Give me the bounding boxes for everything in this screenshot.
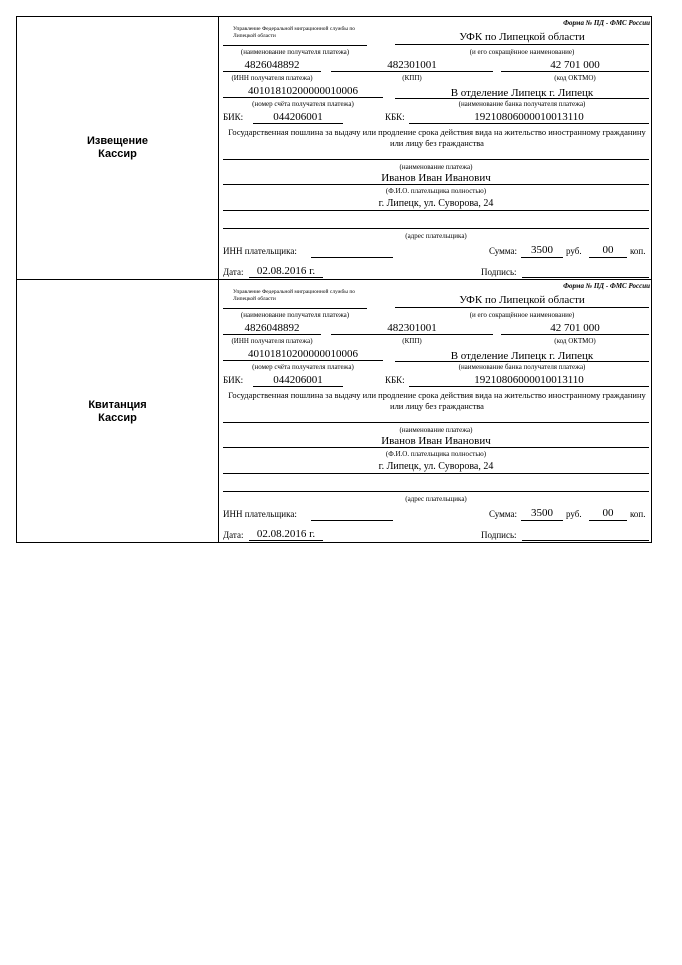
- sum-kop: 00: [602, 244, 614, 256]
- receiver-account: 40101810200000010006: [248, 85, 358, 97]
- rub-label: руб.: [566, 509, 582, 519]
- form-title: Форма № ПД - ФМС России: [563, 19, 650, 27]
- caption-inn: (ИНН получателя платежа): [231, 74, 313, 82]
- date-label: Дата:: [223, 267, 244, 277]
- receipt-label: [17, 399, 218, 425]
- caption-payer: (Ф.И.О. плательщика полностью): [385, 187, 487, 195]
- payment-form: [16, 16, 652, 543]
- payer-name: Иванов Иван Иванович: [381, 172, 491, 184]
- role-title: Квитанция: [88, 399, 147, 411]
- receiver-kpp: 482301001: [387, 59, 437, 71]
- signature-line: [522, 277, 649, 278]
- caption-address: (адрес плательщика): [405, 232, 467, 240]
- caption-bank: (наименование банка получателя платежа): [458, 100, 586, 108]
- receiver-kpp: 482301001: [387, 322, 437, 334]
- payer-name: Иванов Иван Иванович: [381, 435, 491, 447]
- signature-label: Подпись:: [481, 267, 517, 277]
- sum-rub: 3500: [531, 507, 553, 519]
- caption-receiver: (наименование получателя платежа): [240, 311, 350, 319]
- receiver-full-name: Управление Федеральной миграционной службы по Липецкой области: [233, 289, 356, 302]
- payer-address: г. Липецк, ул. Суворова, 24: [378, 461, 494, 472]
- caption-inn: (ИНН получателя платежа): [231, 337, 313, 345]
- receiver-inn: 4826048892: [244, 59, 300, 71]
- caption-payer: (Ф.И.О. плательщика полностью): [385, 450, 487, 458]
- payer-inn-label: ИНН плательщика:: [223, 509, 297, 519]
- role-title: Извещение: [86, 135, 149, 147]
- notice-section: [219, 17, 653, 279]
- rub-label: руб.: [566, 246, 582, 256]
- sum-label: Сумма:: [489, 246, 517, 256]
- receiver-oktmo: 42 701 000: [550, 322, 600, 334]
- kbk-code: 19210806000010013110: [474, 111, 584, 123]
- caption-account: (номер счёта получателя платежа): [252, 363, 354, 371]
- kop-label: коп.: [630, 509, 646, 519]
- sum-kop: 00: [602, 507, 614, 519]
- caption-short-name: (и его сокращённое наименование): [469, 48, 575, 56]
- role-cashier: Кассир: [98, 412, 137, 424]
- receiver-bank: В отделение Липецк г. Липецк: [450, 350, 594, 362]
- payment-date: 02.08.2016 г.: [256, 265, 316, 277]
- bik-label: БИК:: [223, 375, 244, 385]
- receiver-oktmo: 42 701 000: [550, 59, 600, 71]
- caption-short-name: (и его сокращённое наименование): [469, 311, 575, 319]
- receipt-section: [219, 280, 653, 542]
- receiver-short-name: УФК по Липецкой области: [459, 294, 585, 306]
- receiver-full-name: Управление Федеральной миграционной службы по Липецкой области: [233, 26, 356, 39]
- kbk-label: КБК:: [385, 375, 405, 385]
- receiver-inn: 4826048892: [244, 322, 300, 334]
- form-title: Форма № ПД - ФМС России: [563, 282, 650, 290]
- receiver-account: 40101810200000010006: [248, 348, 358, 360]
- payer-inn-line: [311, 257, 393, 258]
- signature-line: [522, 540, 649, 541]
- role-cashier: Кассир: [98, 148, 137, 160]
- kop-label: коп.: [630, 246, 646, 256]
- payer-inn-line: [311, 520, 393, 521]
- payer-inn-label: ИНН плательщика:: [223, 246, 297, 256]
- caption-account: (номер счёта получателя платежа): [252, 100, 354, 108]
- payer-address: г. Липецк, ул. Суворова, 24: [378, 198, 494, 209]
- caption-oktmo: (код ОКТМО): [554, 337, 596, 345]
- sum-rub: 3500: [531, 244, 553, 256]
- signature-label: Подпись:: [481, 530, 517, 540]
- payment-purpose: Государственная пошлина за выдачу или продление срока действия вида на жительство иностранному гражданину или лицу без гражданства: [228, 127, 646, 148]
- bank-bik: 044206001: [273, 374, 323, 386]
- caption-bank: (наименование банка получателя платежа): [458, 363, 586, 371]
- bik-label: БИК:: [223, 112, 244, 122]
- kbk-code: 19210806000010013110: [474, 374, 584, 386]
- payment-purpose: Государственная пошлина за выдачу или продление срока действия вида на жительство иностранному гражданину или лицу без гражданства: [228, 390, 646, 411]
- receiver-short-name: УФК по Липецкой области: [459, 31, 585, 43]
- kbk-label: КБК:: [385, 112, 405, 122]
- caption-oktmo: (код ОКТМО): [554, 74, 596, 82]
- caption-address: (адрес плательщика): [405, 495, 467, 503]
- payment-date: 02.08.2016 г.: [256, 528, 316, 540]
- caption-kpp: (КПП): [402, 337, 422, 345]
- notice-label: [17, 135, 218, 161]
- date-label: Дата:: [223, 530, 244, 540]
- bank-bik: 044206001: [273, 111, 323, 123]
- caption-payment-name: (наименование платежа): [399, 426, 473, 434]
- receiver-bank: В отделение Липецк г. Липецк: [450, 87, 594, 99]
- caption-kpp: (КПП): [402, 74, 422, 82]
- sum-label: Сумма:: [489, 509, 517, 519]
- caption-receiver: (наименование получателя платежа): [240, 48, 350, 56]
- caption-payment-name: (наименование платежа): [399, 163, 473, 171]
